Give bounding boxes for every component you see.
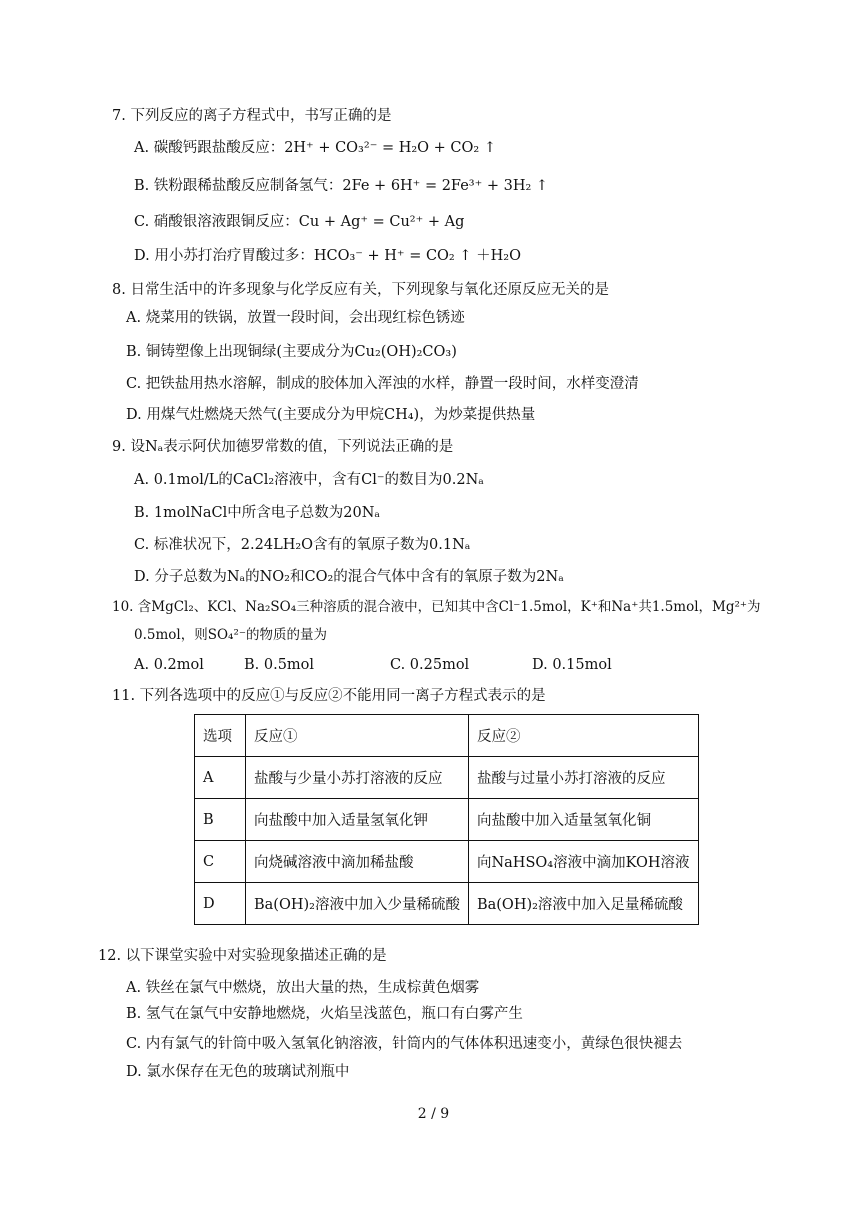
question-10-option-a: A. 0.2mol: [134, 657, 204, 673]
table-cell: 盐酸与过量小苏打溶液的反应: [468, 757, 698, 799]
question-11-stem: 11. 下列各选项中的反应①与反应②不能用同一离子方程式表示的是: [112, 688, 546, 704]
table-cell: 向NaHSO₄溶液中滴加KOH溶液: [468, 841, 698, 883]
question-9-option-a: A. 0.1mol/L的CaCl₂溶液中，含有Cl⁻的数目为0.2Nₐ: [134, 472, 484, 488]
question-9-option-d: D. 分子总数为Nₐ的NO₂和CO₂的混合气体中含有的氧原子数为2Nₐ: [134, 569, 564, 585]
question-7-option-a: A. 碳酸钙跟盐酸反应：2H⁺ + CO₃²⁻ = H₂O + CO₂ ↑: [134, 140, 496, 156]
table-header-cell: 反应①: [246, 715, 469, 757]
question-8-option-c: C. 把铁盐用热水溶解，制成的胶体加入浑浊的水样，静置一段时间，水样变澄清: [126, 376, 639, 392]
question-12-option-a: A. 铁丝在氯气中燃烧，放出大量的热，生成棕黄色烟雾: [126, 980, 480, 996]
reaction-table: [194, 714, 699, 925]
table-cell: Ba(OH)₂溶液中加入少量稀硫酸: [246, 883, 469, 925]
question-12-option-d: D. 氯水保存在无色的玻璃试剂瓶中: [126, 1064, 350, 1080]
table-header-cell: 反应②: [468, 715, 698, 757]
table-cell: B: [195, 799, 246, 841]
question-9-stem: 9. 设Nₐ表示阿伏加德罗常数的值，下列说法正确的是: [112, 439, 454, 455]
question-10-stem-line2: 0.5mol，则SO₄²⁻的物质的量为: [134, 627, 327, 643]
question-7-option-d: D. 用小苏打治疗胃酸过多：HCO₃⁻ + H⁺ = CO₂ ↑ ＋H₂O: [134, 248, 521, 264]
question-12-option-c: C. 内有氯气的针筒中吸入氢氧化钠溶液，针筒内的气体体积迅速变小，黄绿色很快褪去: [126, 1036, 683, 1052]
question-7-option-c: C. 硝酸银溶液跟铜反应：Cu + Ag⁺ = Cu²⁺ + Ag: [134, 214, 465, 230]
table-cell: 向盐酸中加入适量氢氧化铜: [468, 799, 698, 841]
table-cell: 向盐酸中加入适量氢氧化钾: [246, 799, 469, 841]
question-10-stem-line1: 10. 含MgCl₂、KCl、Na₂SO₄三种溶质的混合液中，已知其中含Cl⁻1.5mol，K⁺和Na⁺共1.5mol，Mg²⁺为: [112, 599, 761, 615]
question-8-option-b: B. 铜铸塑像上出现铜绿(主要成分为Cu₂(OH)₂CO₃): [126, 344, 457, 360]
table-header-row: [195, 715, 699, 757]
question-10-option-d: D. 0.15mol: [532, 657, 612, 673]
table-cell: C: [195, 841, 246, 883]
question-12-stem: 12. 以下课堂实验中对实验现象描述正确的是: [98, 948, 387, 964]
question-7-option-b: B. 铁粉跟稀盐酸反应制备氢气：2Fe + 6H⁺ = 2Fe³⁺ + 3H₂ ↑: [134, 178, 549, 194]
table-row: [195, 757, 699, 799]
question-7-stem: 7. 下列反应的离子方程式中，书写正确的是: [112, 108, 392, 124]
question-10-option-b: B. 0.5mol: [244, 657, 315, 673]
table-row: [195, 883, 699, 925]
table-cell: Ba(OH)₂溶液中加入足量稀硫酸: [468, 883, 698, 925]
table-cell: 盐酸与少量小苏打溶液的反应: [246, 757, 469, 799]
question-9-option-c: C. 标准状况下，2.24LH₂O含有的氧原子数为0.1Nₐ: [134, 537, 471, 553]
table-cell: D: [195, 883, 246, 925]
question-9-option-b: B. 1molNaCl中所含电子总数为20Nₐ: [134, 505, 381, 521]
table-row: [195, 799, 699, 841]
question-8-option-d: D. 用煤气灶燃烧天然气(主要成分为甲烷CH₄)，为炒菜提供热量: [126, 407, 536, 423]
table-header-cell: 选项: [195, 715, 246, 757]
question-8-option-a: A. 烧菜用的铁锅，放置一段时间，会出现红棕色锈迹: [126, 310, 465, 326]
question-12-option-b: B. 氢气在氯气中安静地燃烧，火焰呈浅蓝色，瓶口有白雾产生: [126, 1006, 523, 1022]
table-cell: A: [195, 757, 246, 799]
table-row: [195, 841, 699, 883]
question-8-stem: 8. 日常生活中的许多现象与化学反应有关，下列现象与氧化还原反应无关的是: [112, 282, 609, 298]
question-10-option-c: C. 0.25mol: [390, 657, 470, 673]
page-number: 2 / 9: [417, 1106, 450, 1122]
table-cell: 向烧碱溶液中滴加稀盐酸: [246, 841, 469, 883]
